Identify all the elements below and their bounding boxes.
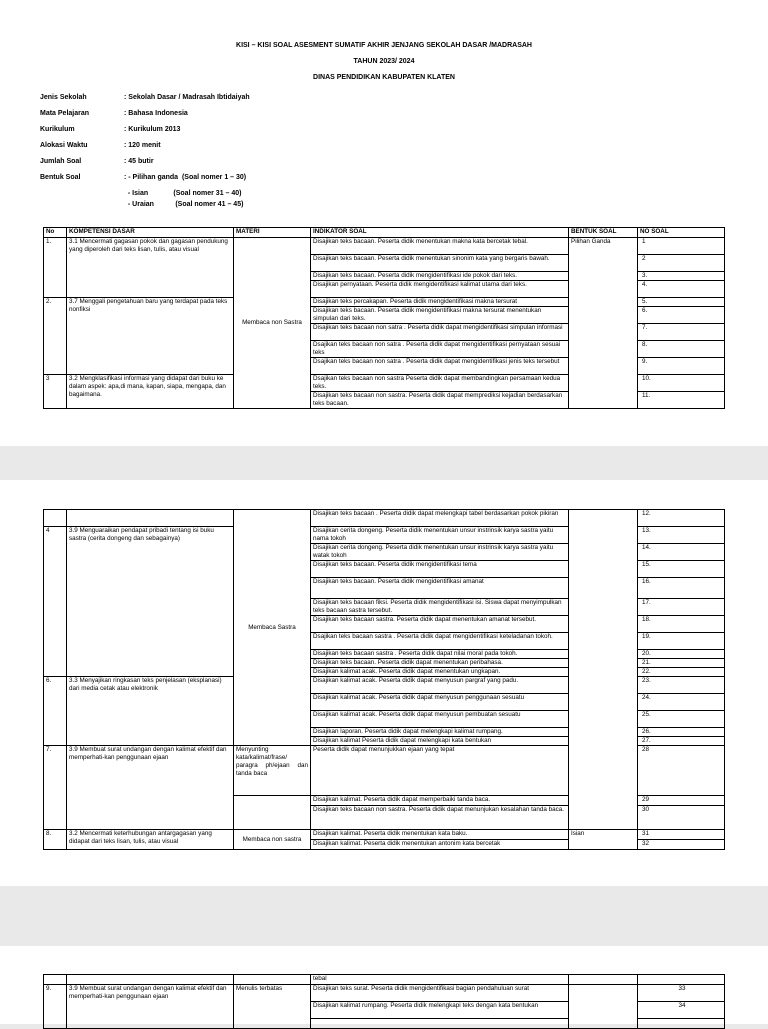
indikator-cell: Disajikan teks bacaan non sastra. Peserta didik dapat memprediksi kejadian berdasarkan teks bacaan. [311, 392, 569, 409]
no-soal-cell: 5. [638, 298, 725, 307]
indikator-cell: Disajikan teks bacaan. Peserta didik menentukan sinonim kata yang bergaris bawah. [311, 255, 569, 272]
kd-number: 1. [44, 238, 67, 298]
column-header-indikator: INDIKATOR SOAL [311, 228, 569, 238]
no-soal-cell: 31 [638, 830, 725, 840]
table-row [44, 975, 725, 985]
table-header-row [44, 228, 725, 238]
document-page-2 [0, 480, 768, 886]
indikator-cell: Dsajikan teks bacaan non satra . Peserta didik dapat mengidentifikasi pernyataan sesuai teks [311, 341, 569, 358]
indikator-cell: Peserta didik dapat menunjukkan ejaan yang tepat [311, 746, 569, 796]
indikator-cell: Dsajikan teks bacaan sastra . Peserta didik dapat mengidentifikasi keteladanan tokoh. [311, 633, 569, 650]
table-row [44, 510, 725, 527]
info-label-bentuk-soal: Bentuk Soal [40, 174, 81, 181]
no-soal-cell: 23. [638, 677, 725, 694]
info-value-jenis-sekolah: : Sekolah Dasar / Madrasah Ibtidaiyah [124, 94, 250, 101]
kisi-table-2 [43, 509, 725, 850]
no-soal-cell: 10. [638, 375, 725, 392]
no-soal-cell: 7. [638, 324, 725, 341]
indikator-cell: Dsajikan teks bacaan non sastra Peserta didik dapat membandingkan persamaan kedua teks. [311, 375, 569, 392]
indikator-cell: Disajikan teks bacaan non sastra. Peserta didik dapat menunjukan kesalahan tanda baca. [311, 806, 569, 830]
no-soal-cell: 28 [638, 746, 725, 796]
no-soal-cell: 24. [638, 694, 725, 711]
indikator-cell: Disajikan teks percakapan. Peserta didik mengidentifikasi makna tersurat [311, 298, 569, 307]
indikator-cell: Disajikan kalimat. Peserta didik menentukan antonim kata bercetak [311, 840, 569, 850]
no-soal-cell: 27. [638, 737, 725, 746]
indikator-cell: Disajikan kalimat. Peserta didik menentukan kata baku. [311, 830, 569, 840]
materi-cell: Membaca non Sastra [234, 238, 311, 409]
no-soal-cell: 18. [638, 616, 725, 633]
kd-text: 3.9 Membuat surat undangan dengan kalimat efektif dan memperhati-kan penggunaan ejaan [67, 985, 234, 1029]
indikator-cell: tebal [311, 975, 569, 985]
indikator-cell: Disajikan kalimat acak. Peserta didik dapat menyusun pargraf yang padu. [311, 677, 569, 694]
document-agency: DINAS PENDIDIKAN KABUPATEN KLATEN [313, 74, 455, 81]
kd-number: 7. [44, 746, 67, 830]
kd-number: 8. [44, 830, 67, 850]
info-label-alokasi-waktu: Alokasi Waktu [40, 142, 88, 149]
no-soal-cell: 29 [638, 796, 725, 806]
kisi-table-3 [43, 974, 725, 1029]
indikator-cell: Disajikan teks bacaan non satra . Peserta didik dapat mengidentifikasi simpulan informasi [311, 324, 569, 341]
no-soal-cell: 16. [638, 578, 725, 599]
column-header-bentuk: BENTUK SOAL [569, 228, 638, 238]
no-soal-cell: 20. [638, 650, 725, 659]
kisi-table-1 [43, 227, 725, 409]
indikator-cell: Dsajikan teks bacaan non satra . Peserta didik dapat mengidentifikasi jenis teks tersebut [311, 358, 569, 375]
no-soal-cell: 2 [638, 255, 725, 272]
kd-text: 3.1 Mencermati gagasan pokok dan gagasan pendukung yang diperoleh dari teks lisan, tulis, atau visual [67, 238, 234, 298]
materi-cell: Menyunting kata/kalimat/frase/ paragra ph/ejaan dan tanda baca [234, 746, 311, 796]
indikator-cell: Disajikan kalimat rumpang. Peserta didik melengkapi teks dengan kata bentukan [311, 1002, 569, 1019]
no-soal-cell: 21. [638, 659, 725, 668]
bentuk-cell: Isian [569, 830, 638, 850]
materi-cell: Membaca Sastra [234, 510, 311, 746]
no-soal-cell: 15. [638, 561, 725, 578]
table-row [44, 830, 725, 840]
info-label-mata-pelajaran: Mata Pelajaran [40, 110, 90, 117]
indikator-cell: Disajikan teks bacaan. Peserta didik dapat menentukan peribahasa. [311, 659, 569, 668]
no-soal-cell: 8. [638, 341, 725, 358]
indikator-cell: Disajikan kalimat acak. Peserta didik dapat menyusun pembuatan sesuatu [311, 711, 569, 728]
bentuk-cell: Pilihan Ganda [569, 238, 638, 409]
indikator-cell: Disajikan cerita dongeng. Peserta didik menentukan unsur instrinsik karya sastra yaitu watak tokoh [311, 544, 569, 561]
no-soal-cell: 1 [638, 238, 725, 255]
kd-text: 3.2 Mencermati keterhubungan antargagasan yang didapat dari teks lisan, tulis, atau visual [67, 830, 234, 850]
indikator-cell: Disajikan cerita dongeng. Peserta didik menentukan unsur instrinsik karya sastra yaitu nama tokoh [311, 527, 569, 544]
indikator-cell: Disajikan laporan. Peserta didik dapat melengkapi kalimat rumpang. [311, 728, 569, 737]
kd-text: 3.7 Menggali pengetahuan baru yang terdapat pada teks nonfiksi [67, 298, 234, 375]
indikator-cell: Disajikan teks bacaan sastra . Peserta didik dapat nilai moral pada tokoh. [311, 650, 569, 659]
indikator-cell: Disajikan teks bacaan sastra. Peserta didik dapat menentukan amanat tersebut. [311, 616, 569, 633]
no-soal-cell: 33 [638, 985, 725, 1002]
indikator-cell: Disajikan teks bacaan. Peserta didik mengidentifikasi tema [311, 561, 569, 578]
indikator-cell: Disajikan teks bacaan. Peserta didik mengidentifikasi ide pokok dari teks. [311, 272, 569, 281]
no-soal-cell: 12. [638, 510, 725, 527]
document-page-3 [0, 946, 768, 1024]
no-soal-cell: 25. [638, 711, 725, 728]
kd-number: 2. [44, 298, 67, 375]
indikator-cell: Disajikan teks surat. Peserta didik mengidentifikasi bagian pendahuluan surat [311, 985, 569, 1002]
document-page-1 [0, 0, 768, 446]
no-soal-cell: 4. [638, 281, 725, 298]
no-soal-cell: 22. [638, 668, 725, 677]
info-value-mata-pelajaran: : Bahasa Indonesia [124, 110, 188, 117]
table-row [44, 985, 725, 1002]
kd-number: 9. [44, 985, 67, 1029]
indikator-cell: Disajikan pernyataan. Peserta didik mengidentifikasi kalimat utama dari teks. [311, 281, 569, 298]
table-row [44, 238, 725, 255]
kd-text: 3.2 Mengklasifikasi informasi yang didapat dari buku ke dalam aspek: apa,di mana, kapan, siapa, mengapa, dan bagaimana. [67, 375, 234, 409]
no-soal-cell: 32 [638, 840, 725, 850]
info-value-isian: - Isian (Soal nomer 31 – 40) [124, 190, 242, 197]
no-soal-cell: 26. [638, 728, 725, 737]
info-value-jumlah-soal: : 45 butir [124, 158, 154, 165]
indikator-cell: Disajikan kalimat acak. Peserta didik dapat menentukan ungkapan. [311, 668, 569, 677]
indikator-cell: Disajikan kalimat. Peserta didik dapat memperbaiki tanda baca. [311, 796, 569, 806]
kd-text: 3.9 Membuat surat undangan dengan kalimat efektif dan memperhati-kan penggunaan ejaan [67, 746, 234, 830]
materi-cell: Menulis terbatas [234, 985, 311, 1029]
info-label-jumlah-soal: Jumlah Soal [40, 158, 82, 165]
no-soal-cell: 13. [638, 527, 725, 544]
no-soal-cell: 30 [638, 806, 725, 830]
indikator-cell: Disajikan teks bacaan . Peserta didik dapat melengkapi tabel berdasarkan pokok pikiran [311, 510, 569, 527]
info-value-bentuk-soal: : - Pilihan ganda (Soal nomer 1 – 30) [124, 174, 247, 181]
no-soal-cell: 17. [638, 599, 725, 616]
no-soal-cell: 9. [638, 358, 725, 375]
no-soal-cell: 6. [638, 307, 725, 324]
column-header-no-soal: NO SOAL [638, 228, 725, 238]
indikator-cell: Disajikan kalimat Peserta didik dapat melengkapi kata bentukan [311, 737, 569, 746]
kd-number: 3 [44, 375, 67, 409]
no-soal-cell: 3. [638, 272, 725, 281]
no-soal-cell: 14. [638, 544, 725, 561]
column-header-materi: MATERI [234, 228, 311, 238]
info-label-kurikulum: Kurikulum [40, 126, 75, 133]
column-header-no: No [44, 228, 67, 238]
no-soal-cell: 11. [638, 392, 725, 409]
document-year: TAHUN 2023/ 2024 [353, 58, 415, 65]
materi-cell: Membaca non sastra [234, 830, 311, 850]
kd-text: 3.3 Menyajikan ringkasan teks penjelasan (eksplanasi) dari media cetak atau elektronik [67, 677, 234, 746]
info-value-uraian: - Uraian (Soal nomer 41 – 45) [124, 201, 244, 208]
kd-text: 3.9 Menguaraikan pendapat pribadi tentang isi buku sastra (cerita dongeng dan sebagainya) [67, 527, 234, 677]
indikator-cell: Disajikan teks bacaan. Peserta didik menentukan makna kata bercetak tebal. [311, 238, 569, 255]
indikator-cell: Disajikan kalimat acak. Peserta didik dapat menyusun penggunaan sesuatu [311, 694, 569, 711]
indikator-cell: Disajikan teks bacaan fiksi. Peserta didik mengidentifikasi isi. Siswa dapat menyimpulkan teks bacaan sastra tersebut. [311, 599, 569, 616]
kd-number: 6. [44, 677, 67, 746]
info-value-kurikulum: : Kurikulum 2013 [124, 126, 181, 133]
column-header-kompetensi: KOMPETENSI DASAR [67, 228, 234, 238]
no-soal-cell: 19. [638, 633, 725, 650]
info-label-jenis-sekolah: Jenis Sekolah [40, 94, 87, 101]
kd-number: 4 [44, 527, 67, 677]
document-title: KISI – KISI SOAL ASESMENT SUMATIF AKHIR JENJANG SEKOLAH DASAR /MADRASAH [236, 42, 532, 49]
info-value-alokasi-waktu: : 120 menit [124, 142, 161, 149]
indikator-cell: Disajikan teks bacaan. Peserta didik mengidentifikasi makna tersurat menentukan simpulan dari teks. [311, 307, 569, 324]
indikator-cell: Disajikan teks bacaan. Peserta didik mengidentifikasi amanat [311, 578, 569, 599]
no-soal-cell: 34 [638, 1002, 725, 1019]
